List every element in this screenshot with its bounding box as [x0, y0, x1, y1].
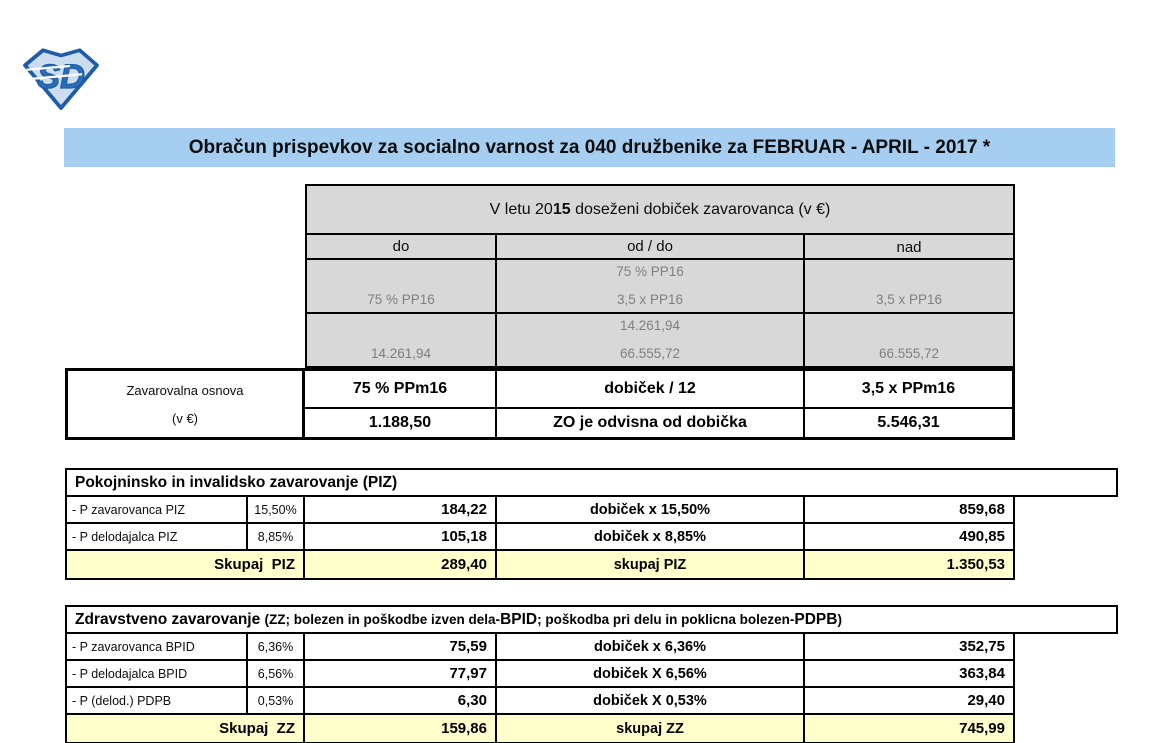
zz-row-label: - P delodajalca BPID [67, 661, 248, 686]
zz-section-title-detail: (ZZ; bolezen in poškodbe izven dela- [264, 612, 501, 627]
piz-total-row [67, 551, 1013, 578]
profit-table-header [307, 186, 1013, 235]
amount-row [307, 314, 1013, 366]
table-row [67, 661, 1013, 688]
profit-table-column-headers [307, 235, 1013, 260]
zz-row-amount: 6,30 [305, 688, 497, 713]
zz-row-max: 352,75 [959, 638, 1005, 655]
zz-total-formula: skupaj ZZ [497, 715, 805, 742]
zz-section-title-close: ) [837, 612, 842, 627]
insurance-base-label-line2: (v €) [172, 410, 198, 426]
piz-row-max: 490,85 [959, 528, 1005, 545]
document-title-bar [64, 128, 1115, 167]
zz-total-label: Skupaj ZZ [67, 715, 305, 742]
zz-section-title-main: Zdravstveno zavarovanje [75, 610, 265, 628]
piz-row-amount: 105,18 [305, 524, 497, 549]
base-value-nad: 5.546,31 [877, 414, 940, 431]
zz-row-formula: dobiček X 0,53% [497, 688, 805, 713]
insurance-base-table [65, 368, 1015, 440]
table-row [67, 524, 1013, 551]
zz-row-rate: 6,56% [248, 661, 305, 686]
piz-total-amount: 289,40 [305, 551, 497, 578]
base-formula-row [305, 371, 1012, 409]
threshold-od-do-line2: 3,5 x PP16 [616, 292, 684, 307]
piz-row-formula: dobiček x 15,50% [497, 497, 805, 522]
zz-row-label: - P zavarovanca BPID [67, 634, 248, 659]
zz-total-max: 745,99 [959, 720, 1005, 737]
zz-row-max: 29,40 [967, 692, 1005, 709]
zz-row-amount: 75,59 [305, 634, 497, 659]
zz-section-title-pdpb: PDPB [794, 610, 838, 628]
threshold-do: 75 % PP16 [307, 260, 497, 312]
base-formula-nad: 3,5 x PPm16 [861, 380, 956, 397]
amount-od-do [497, 314, 805, 366]
zz-row-max: 363,84 [959, 665, 1005, 682]
insurance-base-grid [305, 371, 1012, 437]
threshold-nad: 3,5 x PP16 [875, 292, 943, 307]
column-header-do: do [307, 235, 497, 258]
piz-section-title: Pokojninsko in invalidsko zavarovanje (PIZ) [75, 473, 398, 491]
document-title: Obračun prispevkov za socialno varnost za 040 družbenike za FEBRUAR - APRIL - 2017 * [188, 136, 991, 158]
base-value-row [305, 409, 1012, 437]
column-header-nad: nad [896, 239, 922, 256]
logo-letters: SD [37, 57, 85, 96]
amount-od-do-line1: 14.261,94 [619, 318, 681, 333]
base-value-od-do: ZO je odvisna od dobička [497, 409, 805, 437]
piz-row-max: 859,68 [959, 501, 1005, 518]
header-suffix: doseženi dobiček zavarovanca (v €) [570, 200, 831, 218]
zz-section-title-bpid: BPID [500, 610, 538, 628]
piz-row-rate: 15,50% [248, 497, 305, 522]
zz-row-formula: dobiček X 6,56% [497, 661, 805, 686]
piz-total-formula: skupaj PIZ [497, 551, 805, 578]
zz-row-rate: 0,53% [248, 688, 305, 713]
amount-od-do-line2: 66.555,72 [619, 346, 681, 361]
zz-row-rate: 6,36% [248, 634, 305, 659]
table-row [67, 497, 1013, 524]
amount-nad: 66.555,72 [878, 346, 940, 361]
column-header-od-do: od / do [497, 235, 805, 258]
piz-row-label: - P zavarovanca PIZ [67, 497, 248, 522]
insurance-base-label [68, 371, 305, 437]
table-row [67, 688, 1013, 715]
header-year-bold: 15 [552, 200, 571, 218]
piz-row-rate: 8,85% [248, 524, 305, 549]
piz-table [65, 497, 1015, 580]
amount-do: 14.261,94 [307, 314, 497, 366]
zz-table [65, 634, 1015, 743]
base-formula-od-do: dobiček / 12 [497, 371, 805, 407]
table-row [67, 634, 1013, 661]
threshold-row [307, 260, 1013, 314]
piz-section-header [65, 468, 1118, 497]
piz-row-amount: 184,22 [305, 497, 497, 522]
zz-row-formula: dobiček x 6,36% [497, 634, 805, 659]
zz-total-amount: 159,86 [305, 715, 497, 742]
header-prefix: V letu 20 [489, 200, 553, 218]
insurance-base-label-line1: Zavarovalna osnova [126, 382, 244, 398]
zz-section-header [65, 605, 1118, 634]
piz-row-formula: dobiček x 8,85% [497, 524, 805, 549]
threshold-od-do-line1: 75 % PP16 [616, 264, 684, 279]
sd-shield-logo-icon [22, 45, 100, 111]
base-value-do: 1.188,50 [305, 409, 497, 437]
zz-row-amount: 77,97 [305, 661, 497, 686]
piz-total-label: Skupaj PIZ [67, 551, 305, 578]
profit-ranges-table [305, 184, 1015, 368]
zz-row-label: - P (delod.) PDPB [67, 688, 248, 713]
threshold-od-do [497, 260, 805, 312]
piz-total-max: 1.350,53 [946, 556, 1005, 573]
zz-total-row [67, 715, 1013, 742]
base-formula-do: 75 % PPm16 [305, 371, 497, 407]
piz-row-label: - P delodajalca PIZ [67, 524, 248, 549]
zz-section-title-detail: ; poškodba pri delu in poklicna bolezen- [537, 612, 795, 627]
